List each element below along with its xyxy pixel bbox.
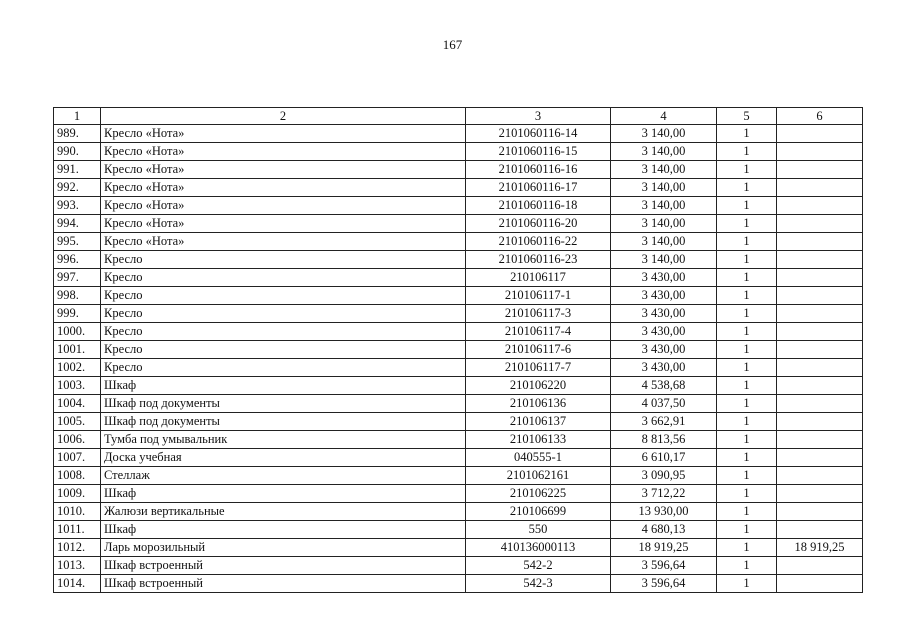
table-row [54,269,863,287]
inventory-code: 542-3 [466,575,611,593]
item-quantity: 1 [717,215,777,233]
item-quantity: 1 [717,503,777,521]
row-number: 1013. [54,557,101,575]
inventory-code: 210106117 [466,269,611,287]
item-quantity: 1 [717,395,777,413]
item-price: 3 662,91 [611,413,717,431]
table-row [54,341,863,359]
item-quantity: 1 [717,413,777,431]
row-number: 1010. [54,503,101,521]
item-price: 6 610,17 [611,449,717,467]
row-number: 989. [54,125,101,143]
item-quantity: 1 [717,233,777,251]
item-quantity: 1 [717,467,777,485]
item-quantity: 1 [717,485,777,503]
table-row [54,557,863,575]
item-quantity: 1 [717,323,777,341]
item-quantity: 1 [717,287,777,305]
item-price: 4 538,68 [611,377,717,395]
column-header-6: 6 [777,108,863,125]
item-price: 3 140,00 [611,233,717,251]
item-quantity: 1 [717,539,777,557]
item-name: Кресло [101,341,466,359]
inventory-code: 2101060116-16 [466,161,611,179]
inventory-code: 2101060116-18 [466,197,611,215]
item-quantity: 1 [717,143,777,161]
item-quantity: 1 [717,449,777,467]
item-name: Кресло «Нота» [101,179,466,197]
row-number: 995. [54,233,101,251]
item-price: 3 430,00 [611,359,717,377]
inventory-code: 2101060116-23 [466,251,611,269]
item-price: 3 430,00 [611,341,717,359]
inventory-code: 2101060116-14 [466,125,611,143]
inventory-code: 210106699 [466,503,611,521]
item-total [777,305,863,323]
item-quantity: 1 [717,521,777,539]
table-row [54,161,863,179]
item-total [777,233,863,251]
item-price: 3 140,00 [611,251,717,269]
item-name: Кресло «Нота» [101,125,466,143]
item-total [777,161,863,179]
item-total [777,431,863,449]
item-name: Шкаф встроенный [101,575,466,593]
item-total [777,197,863,215]
item-total [777,377,863,395]
table-row [54,431,863,449]
inventory-code: 2101060116-20 [466,215,611,233]
item-name: Шкаф [101,377,466,395]
row-number: 1012. [54,539,101,557]
item-quantity: 1 [717,161,777,179]
item-price: 3 140,00 [611,143,717,161]
inventory-code: 210106136 [466,395,611,413]
row-number: 1002. [54,359,101,377]
row-number: 1005. [54,413,101,431]
row-number: 1007. [54,449,101,467]
column-header-4: 4 [611,108,717,125]
inventory-code: 410136000113 [466,539,611,557]
inventory-table [53,107,863,593]
item-price: 3 140,00 [611,215,717,233]
row-number: 991. [54,161,101,179]
item-name: Кресло [101,359,466,377]
item-total [777,413,863,431]
table-row [54,395,863,413]
column-header-3: 3 [466,108,611,125]
item-total [777,359,863,377]
table-header-row [54,108,863,125]
table-row [54,323,863,341]
table-body [54,125,863,593]
table-row [54,413,863,431]
item-price: 3 090,95 [611,467,717,485]
item-total [777,521,863,539]
table-row [54,521,863,539]
item-name: Кресло [101,269,466,287]
table-row [54,287,863,305]
table-row [54,377,863,395]
item-quantity: 1 [717,179,777,197]
table-row [54,485,863,503]
item-name: Кресло [101,323,466,341]
table-row [54,503,863,521]
item-name: Шкаф под документы [101,395,466,413]
item-total [777,449,863,467]
row-number: 1003. [54,377,101,395]
inventory-code: 2101060116-15 [466,143,611,161]
table-row [54,467,863,485]
item-total [777,485,863,503]
row-number: 1009. [54,485,101,503]
column-header-5: 5 [717,108,777,125]
item-total [777,467,863,485]
inventory-code: 210106137 [466,413,611,431]
page-number: 167 [442,37,463,52]
row-number: 997. [54,269,101,287]
row-number: 1004. [54,395,101,413]
item-price: 3 430,00 [611,323,717,341]
item-total [777,557,863,575]
item-price: 8 813,56 [611,431,717,449]
item-total [777,341,863,359]
item-quantity: 1 [717,197,777,215]
row-number: 993. [54,197,101,215]
item-total [777,575,863,593]
item-name: Кресло «Нота» [101,143,466,161]
column-header-2: 2 [101,108,466,125]
inventory-code: 550 [466,521,611,539]
row-number: 1008. [54,467,101,485]
item-name: Тумба под умывальник [101,431,466,449]
item-price: 13 930,00 [611,503,717,521]
item-name: Кресло [101,287,466,305]
table-row [54,575,863,593]
item-price: 3 430,00 [611,269,717,287]
item-price: 3 140,00 [611,161,717,179]
item-price: 3 430,00 [611,287,717,305]
item-name: Доска учебная [101,449,466,467]
item-total [777,503,863,521]
item-total: 18 919,25 [777,539,863,557]
item-total [777,143,863,161]
table-row [54,197,863,215]
inventory-code: 2101060116-22 [466,233,611,251]
item-name: Шкаф [101,521,466,539]
item-name: Шкаф встроенный [101,557,466,575]
item-name: Кресло «Нота» [101,197,466,215]
inventory-code: 210106117-7 [466,359,611,377]
row-number: 994. [54,215,101,233]
item-total [777,287,863,305]
table-row [54,449,863,467]
item-quantity: 1 [717,305,777,323]
item-name: Ларь морозильный [101,539,466,557]
column-header-1: 1 [54,108,101,125]
item-quantity: 1 [717,125,777,143]
table-row [54,143,863,161]
row-number: 992. [54,179,101,197]
item-price: 4 680,13 [611,521,717,539]
item-quantity: 1 [717,251,777,269]
item-price: 18 919,25 [611,539,717,557]
item-total [777,215,863,233]
item-price: 3 140,00 [611,179,717,197]
item-name: Кресло «Нота» [101,233,466,251]
item-total [777,251,863,269]
item-quantity: 1 [717,269,777,287]
inventory-code: 210106225 [466,485,611,503]
table-row [54,305,863,323]
table-row [54,125,863,143]
inventory-code: 040555-1 [466,449,611,467]
row-number: 1006. [54,431,101,449]
item-price: 4 037,50 [611,395,717,413]
row-number: 999. [54,305,101,323]
item-price: 3 430,00 [611,305,717,323]
item-total [777,395,863,413]
item-name: Кресло «Нота» [101,161,466,179]
item-total [777,179,863,197]
row-number: 1014. [54,575,101,593]
item-quantity: 1 [717,377,777,395]
table-row [54,233,863,251]
row-number: 996. [54,251,101,269]
item-name: Кресло [101,251,466,269]
inventory-code: 2101060116-17 [466,179,611,197]
inventory-code: 210106117-6 [466,341,611,359]
item-name: Кресло [101,305,466,323]
item-name: Кресло «Нота» [101,215,466,233]
item-price: 3 140,00 [611,197,717,215]
table-row [54,539,863,557]
row-number: 990. [54,143,101,161]
item-total [777,323,863,341]
row-number: 1001. [54,341,101,359]
table-row [54,179,863,197]
inventory-code: 210106133 [466,431,611,449]
inventory-code: 210106117-1 [466,287,611,305]
item-price: 3 140,00 [611,125,717,143]
inventory-code: 210106117-3 [466,305,611,323]
inventory-code: 542-2 [466,557,611,575]
item-name: Жалюзи вертикальные [101,503,466,521]
item-price: 3 596,64 [611,575,717,593]
item-quantity: 1 [717,341,777,359]
item-price: 3 712,22 [611,485,717,503]
table-row [54,251,863,269]
item-name: Стеллаж [101,467,466,485]
item-quantity: 1 [717,359,777,377]
item-quantity: 1 [717,431,777,449]
row-number: 1011. [54,521,101,539]
item-total [777,125,863,143]
item-quantity: 1 [717,575,777,593]
item-name: Шкаф под документы [101,413,466,431]
inventory-code: 2101062161 [466,467,611,485]
item-name: Шкаф [101,485,466,503]
row-number: 998. [54,287,101,305]
inventory-code: 210106117-4 [466,323,611,341]
table-row [54,215,863,233]
item-total [777,269,863,287]
row-number: 1000. [54,323,101,341]
item-quantity: 1 [717,557,777,575]
item-price: 3 596,64 [611,557,717,575]
table-row [54,359,863,377]
inventory-code: 210106220 [466,377,611,395]
